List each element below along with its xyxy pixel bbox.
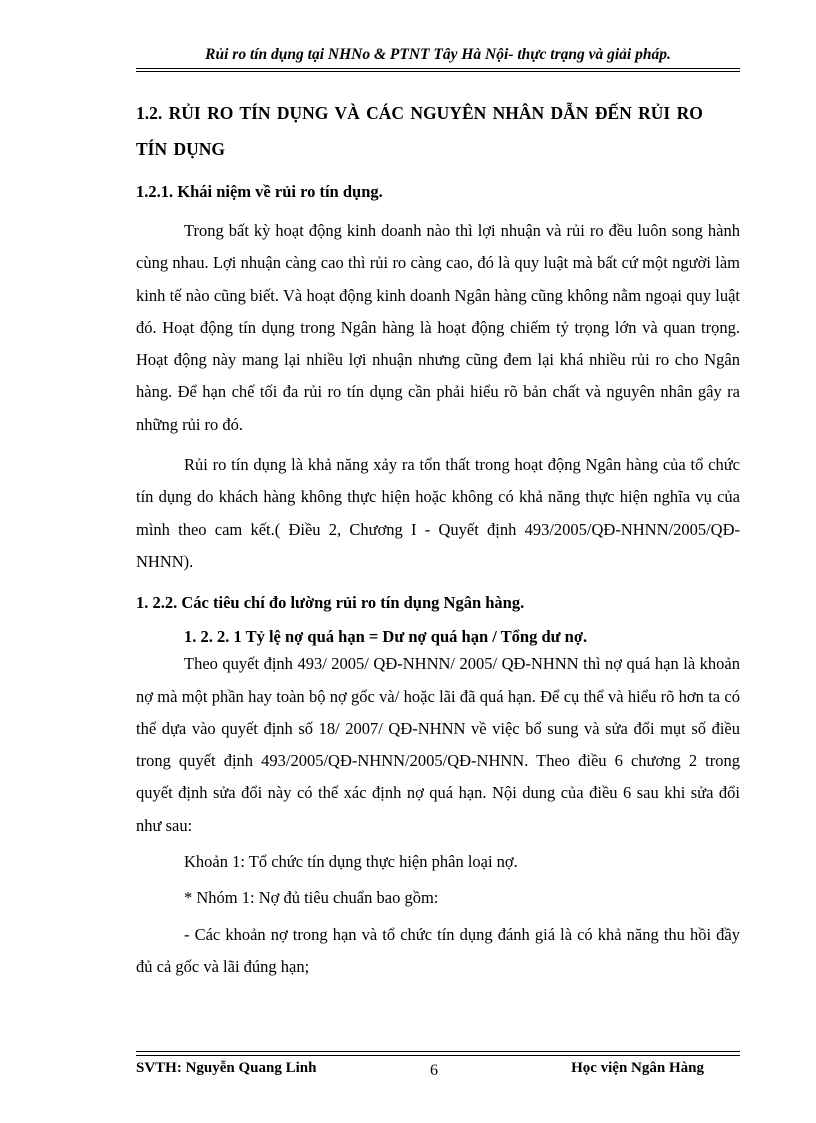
paragraph-clause-1: Khoản 1: Tổ chức tín dụng thực hiện phân loại nợ. bbox=[184, 852, 518, 872]
paragraph-risk-definition: Rủi ro tín dụng là khả năng xảy ra tổn thất trong hoạt động Ngân hàng của tổ chức tín dụng do khách hàng không thực hiện hoặc không có khả năng thực hiện nghĩa vụ của mình theo cam kết.( Điều 2, Chương I - Quyết định 493/2005/QĐ-NHNN/2005/QĐ-NHNN). bbox=[136, 455, 740, 571]
footer-rule-top bbox=[136, 1051, 740, 1052]
subsection-title-1-2-1: 1.2.1. Khái niệm về rủi ro tín dụng. bbox=[136, 182, 383, 201]
footer-school-name: Học viện Ngân Hàng bbox=[571, 1060, 704, 1076]
footer-student-name: SVTH: Nguyễn Quang Linh bbox=[136, 1060, 317, 1076]
subsection-title-1-2-2-1: 1. 2. 2. 1 Tỷ lệ nợ quá hạn = Dư nợ quá hạn / Tổng dư nợ. bbox=[184, 627, 588, 647]
paragraph-overdue-debt: Theo quyết định 493/ 2005/ QĐ-NHNN/ 2005/ QĐ-NHNN thì nợ quá hạn là khoản nợ mà một phần hay toàn bộ nợ gốc và/ hoặc lãi đã quá hạn. Để cụ thể và hiểu rõ hơn ta có thể dựa vào quyết định số 18/ 2007/ QĐ-NHNN về việc bổ sung và sửa đổi mụt số điều trong quyết định 493/2005/QĐ-NHNN/2005/QĐ-NHNN. Theo điều 6 chương 2 trong quyết định sửa đổi này có thể xác định nợ quá hạn. Nội dung của điều 6 sau khi sửa đổi như sau: bbox=[136, 654, 740, 835]
section-title: 1.2. RỦI RO TÍN DỤNG VÀ CÁC NGUYÊN NHÂN DẪN ĐẾN RỦI RO TÍN DỤNG bbox=[136, 103, 703, 159]
paragraph-group-1-item: - Các khoản nợ trong hạn và tổ chức tín dụng đánh giá là có khả năng thu hồi đầy đủ cả gốc và lãi đúng hạn; bbox=[136, 924, 740, 976]
running-header: Rủi ro tín dụng tại NHNo & PTNT Tây Hà Nội- thực trạng và giải pháp. bbox=[136, 46, 740, 69]
footer-rule-bottom bbox=[136, 1055, 740, 1056]
paragraph-group-1: * Nhóm 1: Nợ đủ tiêu chuẩn bao gồm: bbox=[184, 888, 439, 908]
page-footer bbox=[136, 1060, 740, 1080]
page-body bbox=[136, 95, 740, 983]
page-number: 6 bbox=[430, 1062, 438, 1079]
paragraph-risk-concept: Trong bất kỳ hoạt động kinh doanh nào thì lợi nhuận và rủi ro đều luôn song hành cùng nhau. Lợi nhuận càng cao thì rủi ro càng cao, đó là quy luật mà bất cứ một người làm kinh tế nào cũng biết. Và hoạt động kinh doanh Ngân hàng cũng không nằm ngoại quy luật đó. Hoạt động tín dụng trong Ngân hàng là hoạt động chiếm tỷ trọng lớn và quan trọng. Hoạt động này mang lại nhiều lợi nhuận nhưng cũng đem lại khá nhiều rủi ro cho Ngân hàng. Để hạn chế tối đa rủi ro tín dụng cần phải hiểu rõ bản chất và nguyên nhân gây ra những rủi ro đó. bbox=[136, 221, 740, 434]
subsection-title-1-2-2: 1. 2.2. Các tiêu chí đo lường rủi ro tín dụng Ngân hàng. bbox=[136, 593, 525, 613]
